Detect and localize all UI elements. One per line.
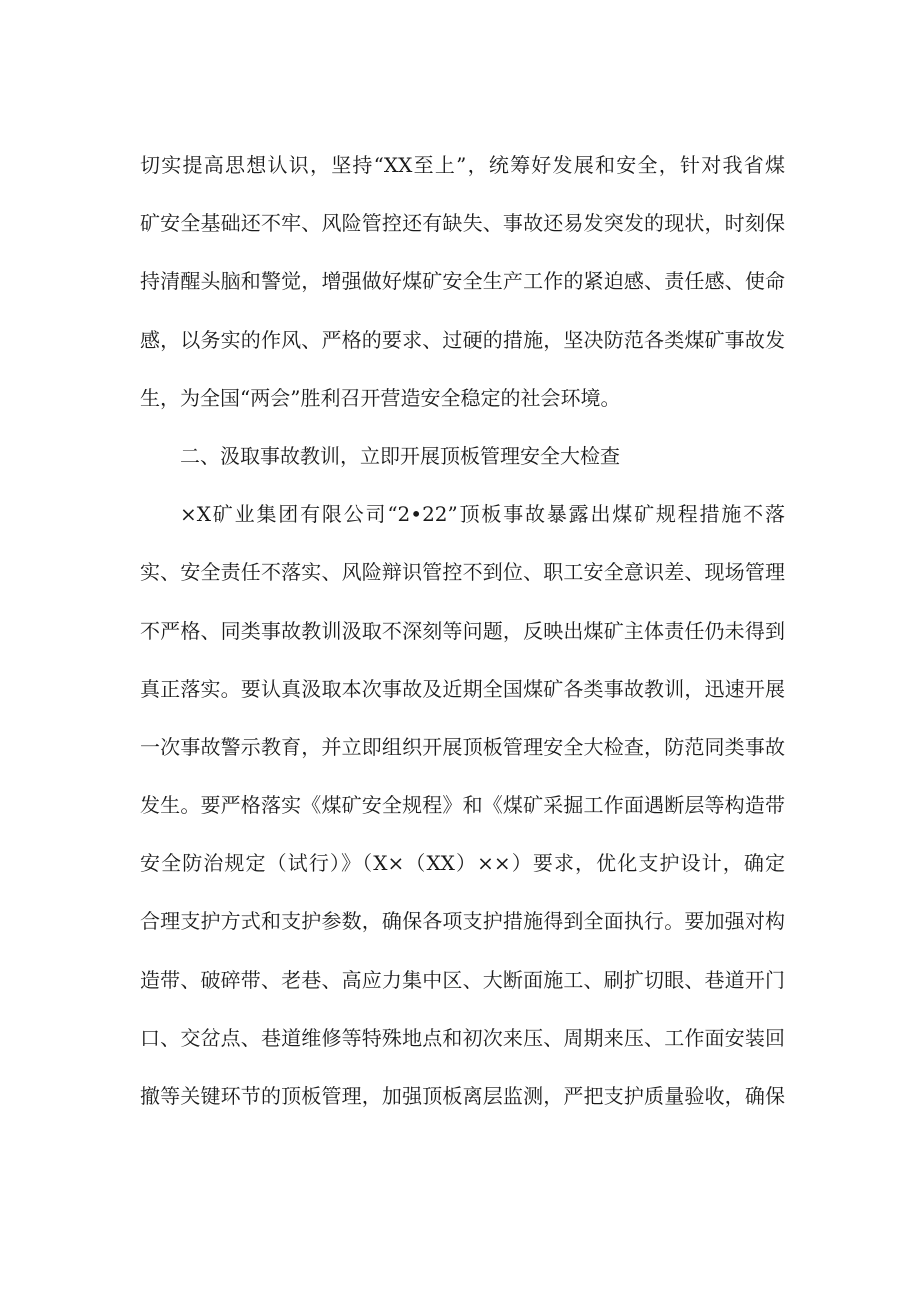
paragraph-2-line-3: 不严格、同类事故教训汲取不深刻等问题，反映出煤矿主体责任仍未得到	[140, 618, 785, 643]
paragraph-2-line-6: 发生。要严格落实《煤矿安全规程》和《煤矿采掘工作面遇断层等构造带	[140, 793, 785, 818]
paragraph-1-line-4: 感，以务实的作风、严格的要求、过硬的措施，坚决防范各类煤矿事故发	[140, 327, 785, 352]
paragraph-2-line-8: 合理支护方式和支护参数，确保各项支护措施得到全面执行。要加强对构	[140, 909, 785, 934]
paragraph-2-line-7: 安全防治规定（试行）》（X×（XX）××）要求，优化支护设计，确定	[140, 851, 785, 876]
paragraph-2-line-11: 撤等关键环节的顶板管理，加强顶板离层监测，严把支护质量验收，确保	[140, 1084, 785, 1108]
paragraph-2-line-9: 造带、破碎带、老巷、高应力集中区、大断面施工、刷扩切眼、巷道开门	[140, 967, 785, 992]
paragraph-1-line-3: 持清醒头脑和警觉，增强做好煤矿安全生产工作的紧迫感、责任感、使命	[140, 269, 785, 294]
paragraph-1-line-1: 切实提高思想认识，坚持“XX至上”，统筹好发展和安全，针对我省煤	[140, 153, 785, 177]
paragraph-2-line-4: 真正落实。要认真汲取本次事故及近期全国煤矿各类事故教训，迅速开展	[140, 676, 785, 701]
paragraph-2-line-2: 实、安全责任不落实、风险辩识管控不到位、职工安全意识差、现场管理	[140, 560, 785, 585]
paragraph-2-line-1: ×X矿业集团有限公司“2•22”顶板事故暴露出煤矿规程措施不落	[180, 502, 785, 527]
paragraph-1-line-5: 生，为全国“两会”胜利召开营造安全稳定的社会环境。	[140, 385, 621, 410]
paragraph-2-line-5: 一次事故警示教育，并立即组织开展顶板管理安全大检查，防范同类事故	[140, 734, 785, 759]
document-body	[140, 136, 785, 1125]
paragraph-1-line-2: 矿安全基础还不牢、风险管控还有缺失、事故还易发突发的现状，时刻保	[140, 211, 785, 236]
section-heading: 二、汲取事故教训，立即开展顶板管理安全大检查	[180, 443, 620, 468]
paragraph-2-line-10: 口、交岔点、巷道维修等特殊地点和初次来压、周期来压、工作面安装回	[140, 1025, 785, 1050]
